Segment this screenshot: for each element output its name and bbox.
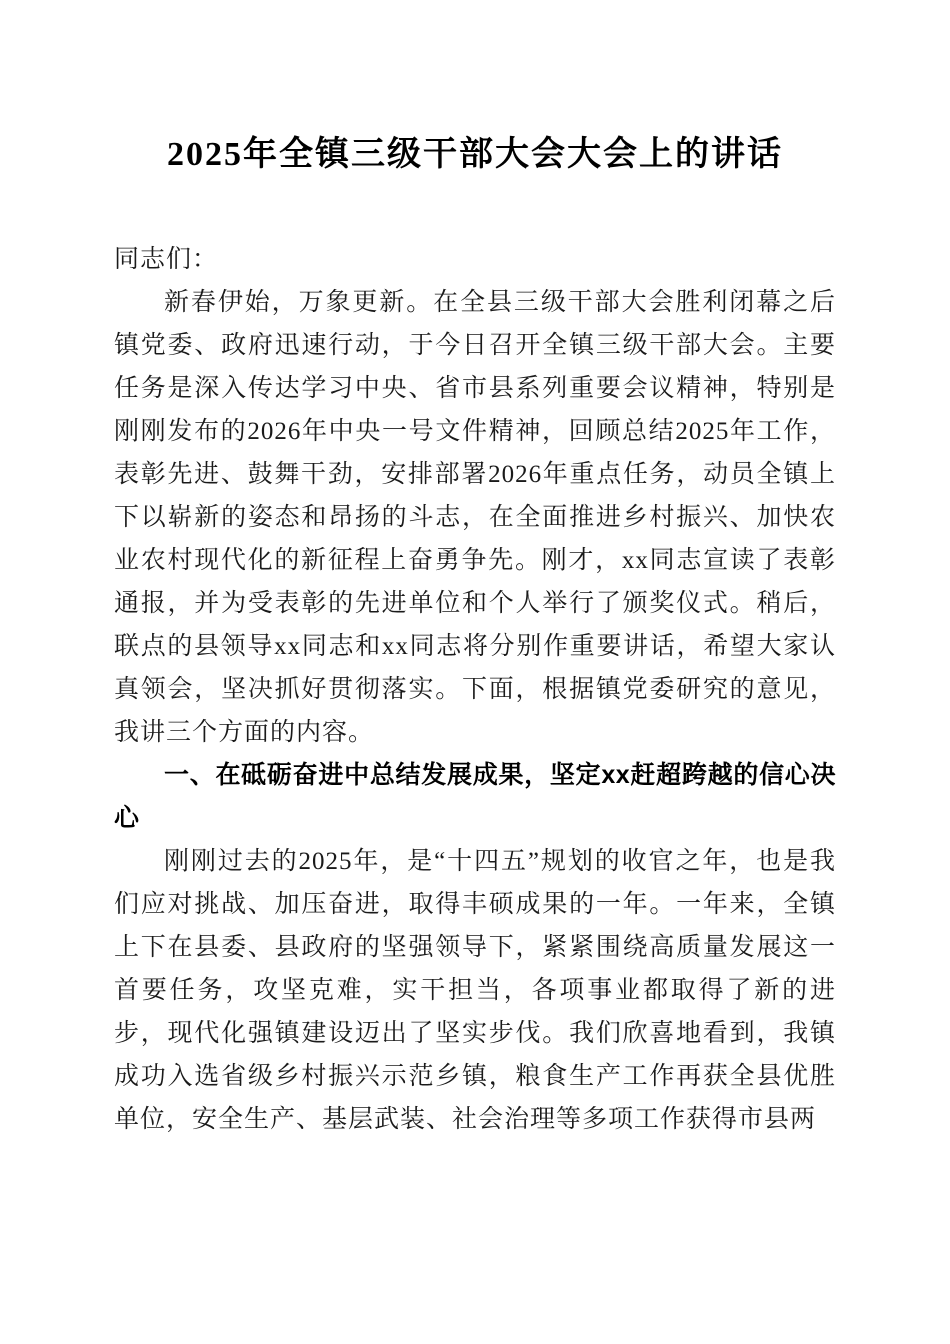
document-title: 2025年全镇三级干部大会大会上的讲话 (167, 136, 783, 173)
salutation: 同志们： (114, 245, 219, 273)
paragraph-intro: 新春伊始，万象更新。在全县三级干部大会胜利闭幕之后镇党委、政府迅速行动，于今日召开全镇三级干部大会。主要任务是深入传达学习中央、省市县系列重要会议精神，特别是刚刚发布的2026年中央一号文件精神，回顾总结2025年工作，表彰先进、鼓舞干劲，安排部署2026年重点任务，动员全镇上下以崭新的姿态和昂扬的斗志，在全面推进乡村振兴、加快农业农村现代化的新征程上奋勇争先。刚才，xx同志宣读了表彰通报，并为受表彰的先进单位和个人举行了颁奖仪式。稍后，联点的县领导xx同志和xx同志将分别作重要讲话，希望大家认真领会，坚决抓好贯彻落实。下面，根据镇党委研究的意见，我讲三个方面的内容。 (114, 288, 836, 746)
paragraph-section-1-body: 刚刚过去的2025年，是“十四五”规划的收官之年，也是我们应对挑战、加压奋进，取得丰硕成果的一年。一年来，全镇上下在县委、县政府的坚强领导下，紧紧围绕高质量发展这一首要任务，攻坚克难，实干担当，各项事业都取得了新的进步，现代化强镇建设迈出了坚实步伐。我们欣喜地看到，我镇成功入选省级乡村振兴示范乡镇，粮食生产工作再获全县优胜单位，安全生产、基层武装、社会治理等多项工作获得市县两 (114, 847, 836, 1133)
section-heading-1: 一、在砥砺奋进中总结发展成果，坚定xx赶超跨越的信心决心 (114, 760, 836, 832)
